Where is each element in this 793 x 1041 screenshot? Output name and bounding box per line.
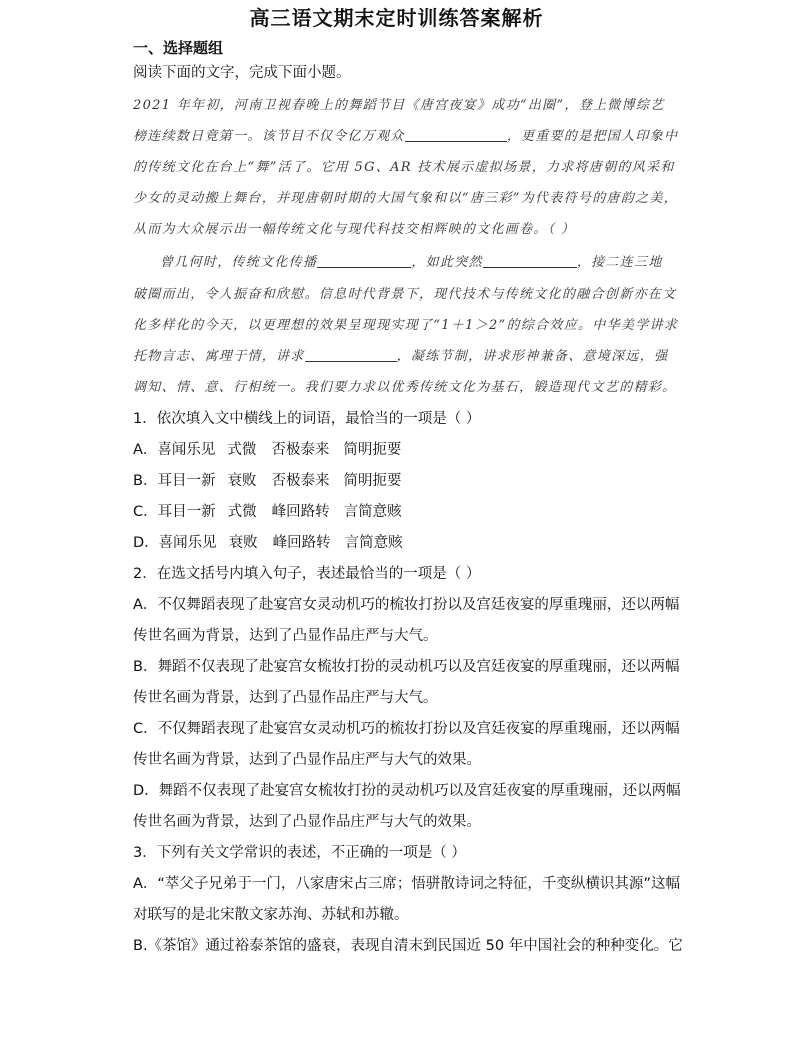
option-word: 峰回路转 (271, 504, 330, 520)
passage-text: 曾几何时，传统文化传播 (160, 255, 318, 270)
option-word: 峰回路转 (272, 535, 331, 551)
passage-text: ，更重要的是把国人印象中 (506, 129, 679, 144)
option-label: C． (133, 504, 158, 520)
question-1-option-c (133, 502, 402, 522)
option-word: 式微 (227, 442, 257, 458)
option-word: 言简意赅 (344, 535, 403, 551)
question-3-stem: 3．下列有关文学常识的表述，不正确的一项是（ ） (133, 845, 466, 861)
question-2-option-d-line1: D．舞蹈不仅表现了赴宴宫女梳妆打扮的灵动机巧以及宫廷夜宴的厚重瑰丽，还以两幅 (133, 783, 681, 799)
passage-line: 的传统文化在台上“舞”活了。它用 5G、AR 技术展示虚拟场景，力求将唐朝的风采和 (133, 160, 675, 175)
question-1-stem: 1．依次填入文中横线上的词语，最恰当的一项是（ ） (133, 411, 481, 427)
fill-blank (317, 253, 411, 268)
option-label: B． (133, 473, 158, 489)
document-title: 高三语文期末定时训练答案解析 (249, 6, 544, 30)
passage-text: ，凝练节制，讲求形神兼备、意境深远，强 (396, 349, 669, 364)
question-2-option-b-line1: B．舞蹈不仅表现了赴宴宫女梳妆打扮的灵动机巧以及宫廷夜宴的厚重瑰丽，还以两幅 (133, 659, 680, 675)
passage-text: ，接二连三地 (576, 255, 663, 270)
passage-line: 少女的灵动搬上舞台，并现唐朝时期的大国气象和以“唐三彩”为代表符号的唐韵之美， (133, 191, 678, 206)
question-2-stem: 2．在选文括号内填入句子，表述最恰当的一项是（ ） (133, 566, 481, 582)
question-3-option-a-line1: A．“萃父子兄弟于一门，八家唐宋占三席；悟骈散诗词之特征，千变纵横识其源”这幅 (133, 876, 680, 892)
option-word: 言简意赅 (343, 504, 402, 520)
question-2-option-c-line2: 传世名画为背景，达到了凸显作品庄严与大气的效果。 (133, 752, 481, 768)
passage-line (160, 253, 663, 273)
section-heading: 一、选择题组 (133, 39, 224, 57)
question-2-option-a-line1: A．不仅舞蹈表现了赴宴宫女灵动机巧的梳妆打扮以及宫廷夜宴的厚重瑰丽，还以两幅 (133, 597, 680, 613)
question-1-option-b (133, 471, 401, 491)
question-2-option-b-line2: 传世名画为背景，达到了凸显作品庄严与大气。 (133, 690, 438, 706)
question-2-option-c-line1: C．不仅舞蹈表现了赴宴宫女灵动机巧的梳妆打扮以及宫廷夜宴的厚重瑰丽，还以两幅 (133, 721, 680, 737)
question-2-option-a-line2: 传世名画为背景，达到了凸显作品庄严与大气。 (133, 628, 438, 644)
question-2-option-d-line2: 传世名画为背景，达到了凸显作品庄严与大气的效果。 (133, 814, 481, 830)
question-1-option-a (133, 440, 401, 460)
passage-line (133, 347, 668, 367)
option-word: 否极泰来 (271, 473, 330, 489)
option-word: 衰败 (227, 473, 257, 489)
question-3-option-a-line2: 对联写的是北宋散文家苏洵、苏轼和苏辙。 (133, 907, 409, 923)
question-3-option-b-line1: B.《茶馆》通过裕泰茶馆的盛衰，表现自清末到民国近 50 年中国社会的种种变化。它 (133, 938, 683, 954)
option-word: 简明扼要 (343, 473, 402, 489)
option-word: 喜闻乐见 (157, 442, 216, 458)
passage-text: ，如此突然 (411, 255, 483, 270)
option-word: 耳目一新 (157, 473, 216, 489)
instruction-text: 阅读下面的文字，完成下面小题。 (133, 65, 351, 81)
passage-line: 从而为大众展示出一幅传统文化与现代科技交相辉映的文化画卷。（ ） (133, 222, 576, 237)
option-word: 简明扼要 (343, 442, 402, 458)
option-word: 式微 (227, 504, 257, 520)
passage-line: 化多样化的今天，以更理想的效果呈现现实现了“1＋1＞2”的综合效应。中华美学讲求 (133, 318, 679, 333)
option-word: 否极泰来 (271, 442, 330, 458)
fill-blank (305, 347, 397, 362)
option-word: 耳目一新 (157, 504, 216, 520)
passage-line: 调知、情、意、行相统一。我们要力求以优秀传统文化为基石，锻造现代文艺的精彩。 (133, 380, 677, 395)
fill-blank (483, 253, 577, 268)
question-1-option-d (133, 533, 403, 553)
option-word: 喜闻乐见 (158, 535, 217, 551)
option-label: D． (133, 535, 159, 551)
passage-text: 托物言志、寓理于情，讲求 (133, 349, 305, 364)
passage-line: 破圈而出，令人振奋和欣慰。信息时代背景下，现代技术与传统文化的融合创新亦在文 (133, 287, 677, 302)
passage-text: 榜连续数日竟第一。该节目不仅令亿万观众 (133, 129, 405, 144)
option-label: A． (133, 442, 158, 458)
option-word: 衰败 (228, 535, 258, 551)
passage-line: 2021 年年初，河南卫视春晚上的舞蹈节目《唐宫夜宴》成功“出圈”，登上微博综艺 (133, 98, 665, 113)
fill-blank (405, 127, 507, 142)
passage-line (133, 127, 678, 147)
